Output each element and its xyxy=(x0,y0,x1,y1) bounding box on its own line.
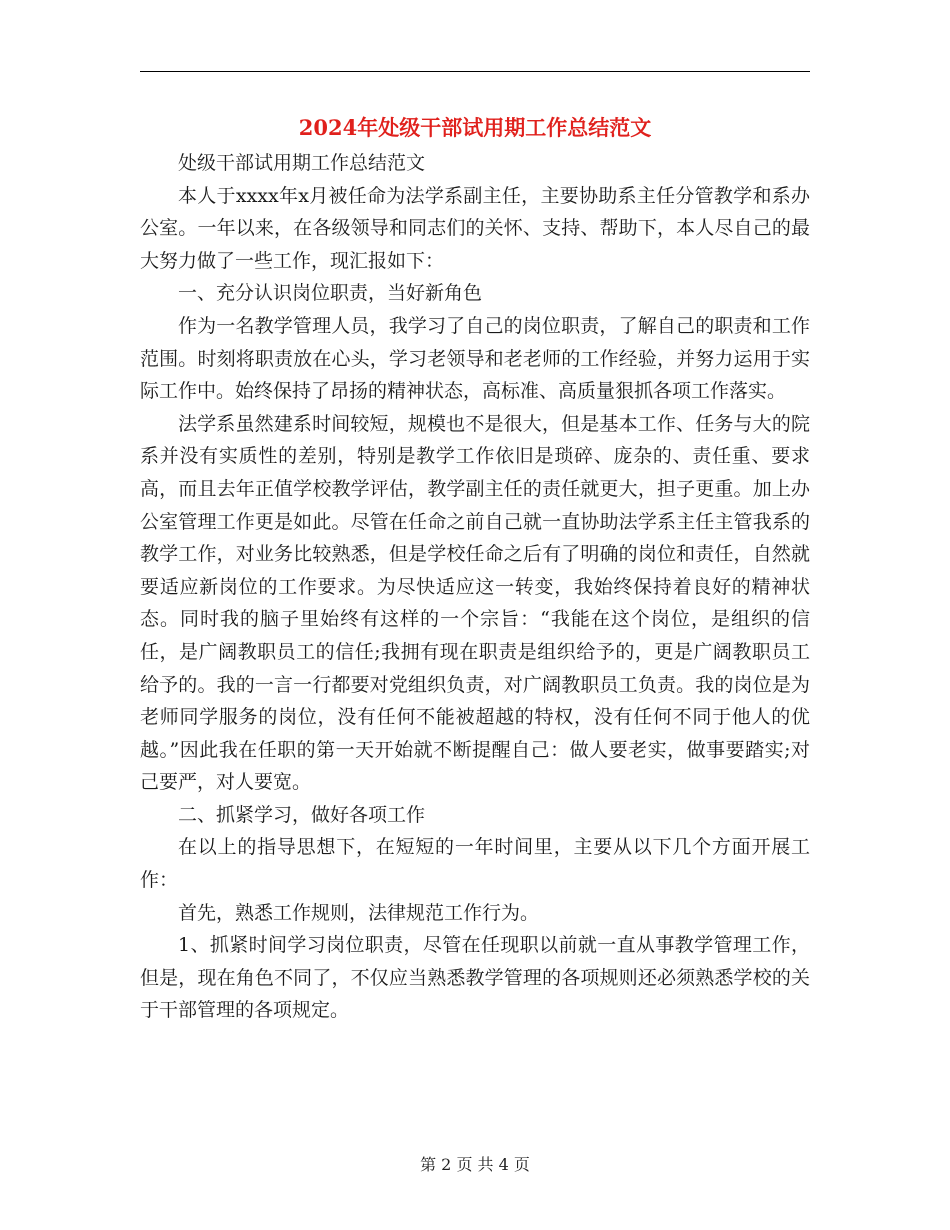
document-body xyxy=(140,147,810,1027)
paragraph: 1、抓紧时间学习岗位职责，尽管在任现职以前就一直从事教学管理工作，但是，现在角色不同了，不仅应当熟悉教学管理的各项规则还必须熟悉学校的关于干部管理的各项规定。 xyxy=(140,934,810,1022)
paragraph: 在以上的指导思想下，在短短的一年时间里，主要从以下几个方面开展工作： xyxy=(140,836,810,892)
paragraph-subtitle: 处级干部试用期工作总结范文 xyxy=(178,152,426,174)
page-number: 第 2 页 共 4 页 xyxy=(420,1155,530,1174)
section-heading: 一、充分认识岗位职责，当好新角色 xyxy=(178,282,483,305)
paragraph: 本人于xxxx年x月被任命为法学系副主任，主要协助系主任分管教学和系办公室。一年以来，在各级领导和同志们的关怀、支持、帮助下，本人尽自己的最大努力做了一些工作，现汇报如下： xyxy=(140,184,810,272)
paragraph: 法学系虽然建系时间较短，规模也不是很大，但是基本工作、任务与大的院系并没有实质性的差别，特别是教学工作依旧是琐碎、庞杂的、责任重、要求高，而且去年正值学校教学评估，教学副主任的责任就更大，担子更重。加上办公室管理工作更是如此。尽管在任命之前自己就一直协助法学系主任主管我系的教学工作，对业务比较熟悉，但是学校任命之后有了明确的岗位和责任，自然就要适应新岗位的工作要求。为尽快适应这一转变，我始终保持着良好的精神状态。同时我的脑子里始终有这样的一个宗旨：“我能在这个岗位，是组织的信任，是广阔教职员工的信任;我拥有现在职责是组织给予的，更是广阔教职员工给予的。我的一言一行都要对党组织负责，对广阔教职员工负责。我的岗位是为老师同学服务的岗位，没有任何不能被超越的特权，没有任何不同于他人的优越。”因此我在任职的第一天开始就不断提醒自己：做人要老实，做事要踏实;对己要严，对人要宽。 xyxy=(140,412,810,794)
paragraph: 作为一名教学管理人员，我学习了自己的岗位职责，了解自己的职责和工作范围。时刻将职责放在心头，学习老领导和老老师的工作经验，并努力运用于实际工作中。始终保持了昂扬的精神状态，高标准、高质量狠抓各项工作落实。 xyxy=(140,314,810,403)
header-rule xyxy=(140,71,810,72)
document-title: 2024年处级干部试用期工作总结范文 xyxy=(298,115,652,140)
section-heading: 二、抓紧学习，做好各项工作 xyxy=(178,803,426,826)
paragraph: 首先，熟悉工作规则，法律规范工作行为。 xyxy=(178,901,540,924)
